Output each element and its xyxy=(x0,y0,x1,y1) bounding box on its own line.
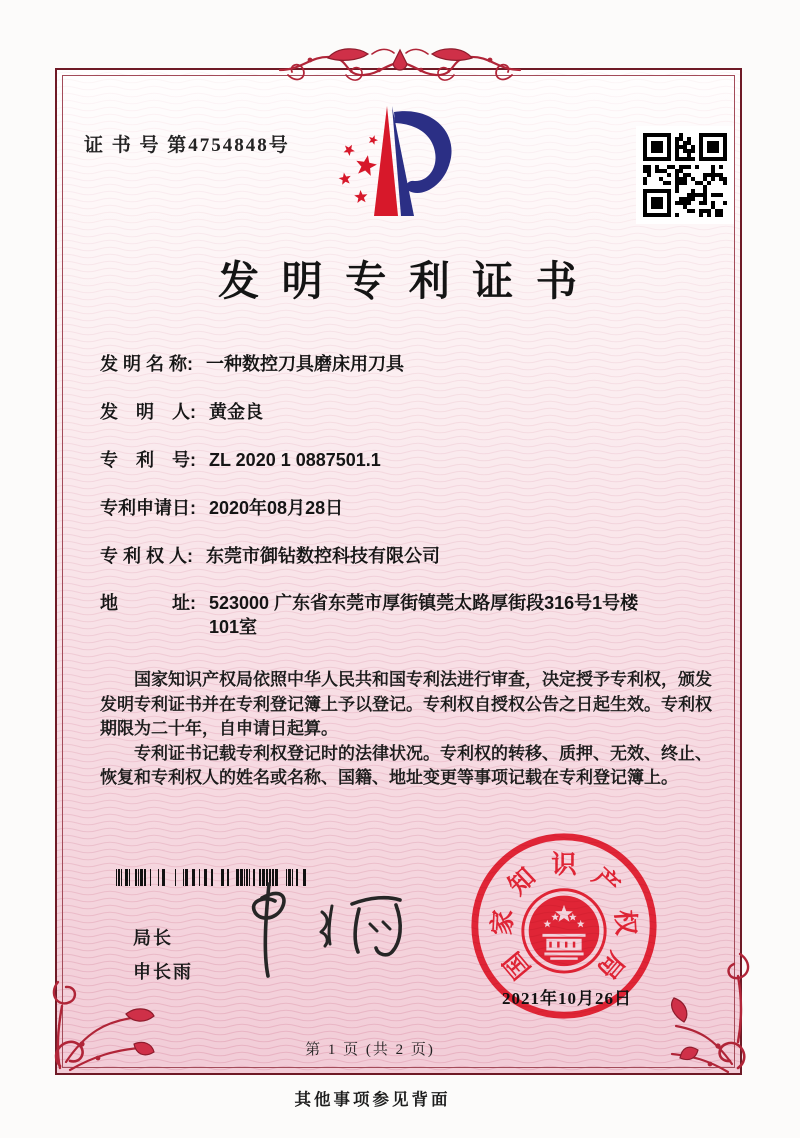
field-label: 专利申请日: xyxy=(100,498,196,518)
top-center-flourish-ornament xyxy=(276,42,524,98)
certificate-number: 证 书 号 第4754848号 xyxy=(84,135,290,156)
field-label: 地 址: xyxy=(100,593,196,613)
field-address xyxy=(100,591,716,640)
back-note: 其他事项参见背面 xyxy=(294,1090,451,1109)
svg-text:知: 知 xyxy=(502,862,542,901)
legal-text-block xyxy=(100,668,712,791)
field-label: 专 利 号: xyxy=(100,450,196,470)
director-title: 局长 xyxy=(133,928,173,948)
bottom-right-corner-ornament xyxy=(670,946,792,1086)
field-value: 黄金良 xyxy=(209,402,263,422)
field-value: 2020年08月28日 xyxy=(209,498,344,518)
field-label: 专 利 权 人: xyxy=(100,546,193,566)
field-invention-name xyxy=(100,352,716,376)
legal-paragraph-1: 国家知识产权局依照中华人民共和国专利法进行审查，决定授予专利权，颁发发明专利证书并在专利登记簿上予以登记。专利权自授权公告之日起生效。专利权期限为二十年，自申请日起算。 xyxy=(100,670,712,738)
logo-stars xyxy=(339,135,378,203)
field-patentee xyxy=(100,544,716,568)
field-value: 一种数控刀具磨床用刀具 xyxy=(206,354,404,374)
svg-text:权: 权 xyxy=(610,908,641,936)
field-label: 发 明 人: xyxy=(100,402,196,422)
seal-date: 2021年10月26日 xyxy=(502,989,632,1008)
svg-text:局: 局 xyxy=(591,946,631,985)
legal-paragraph-2: 专利证书记载专利权登记时的法律状况。专利权的转移、质押、无效、终止、恢复和专利权人的姓名或名称、国籍、地址变更等事项记载在专利登记簿上。 xyxy=(100,743,712,787)
field-patent-number xyxy=(100,448,716,472)
cnipa-logo xyxy=(328,98,472,238)
field-inventor xyxy=(100,400,716,424)
director-signature-handwriting xyxy=(222,872,432,990)
svg-text:家: 家 xyxy=(487,908,518,936)
svg-text:产: 产 xyxy=(586,862,626,901)
svg-text:国: 国 xyxy=(497,946,537,985)
svg-text:识: 识 xyxy=(551,850,577,880)
page-indicator: 第 1 页 (共 2 页) xyxy=(305,1042,435,1058)
field-value: ZL 2020 1 0887501.1 xyxy=(209,450,381,470)
certificate-title: 发明专利证书 xyxy=(218,258,600,304)
director-name: 申长雨 xyxy=(133,962,193,982)
field-value: 东莞市御钻数控科技有限公司 xyxy=(206,546,440,566)
field-application-date xyxy=(100,496,716,520)
field-label: 发 明 名 称: xyxy=(100,354,193,374)
field-value: 523000 广东省东莞市厚街镇莞太路厚街段316号1号楼101室 xyxy=(209,593,639,638)
qr-code xyxy=(636,126,734,224)
